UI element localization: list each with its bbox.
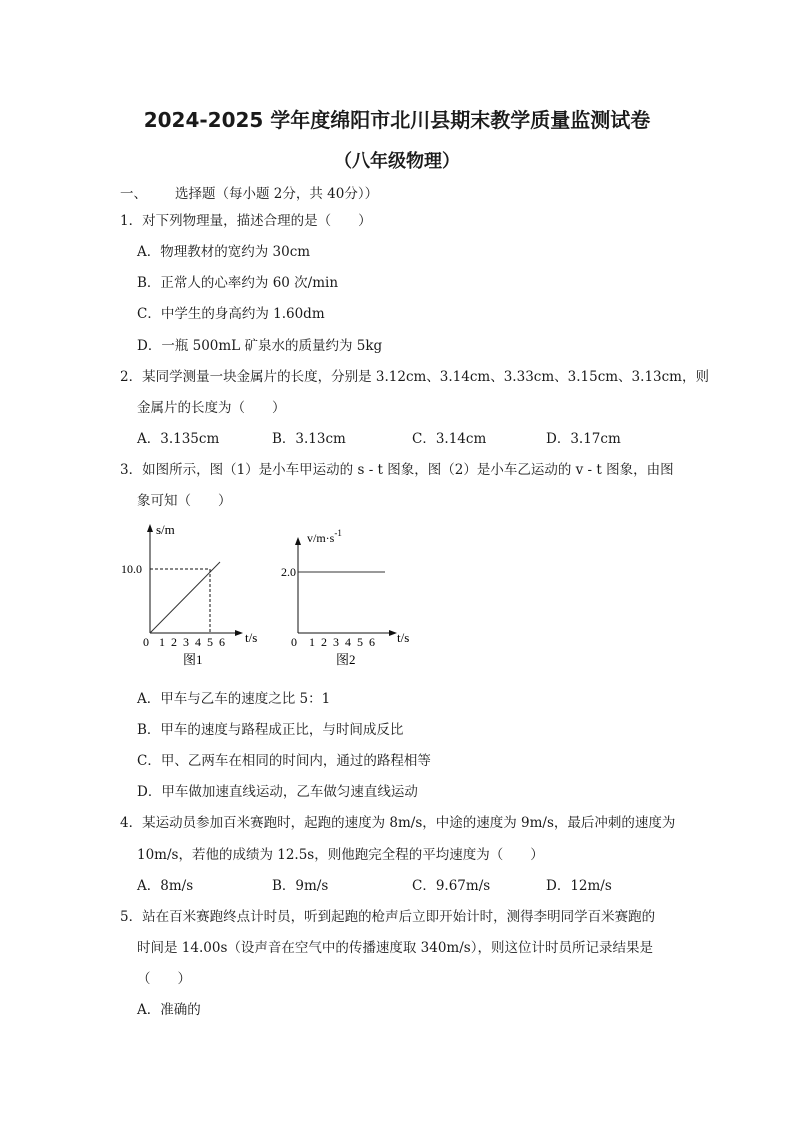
figure-1-y-arrow: [147, 524, 153, 532]
figure-1-st-graph: [121, 522, 257, 667]
figure-2-y-tick: 2.0: [281, 565, 296, 579]
figure-2-y-label: [307, 528, 342, 545]
question-1-option-a: A．物理教材的宽约为 30cm: [137, 244, 311, 260]
question-5-stem-line-1: 5．站在百米赛跑终点计时员，听到起跑的枪声后立即开始计时，测得李明同学百米赛跑的: [120, 909, 656, 925]
question-5-stem-line-2: 时间是 14.00s（设声音在空气中的传播速度取 340m/s），则这位计时员所记录结果是: [137, 940, 653, 956]
question-4-option-b: B．9m/s: [272, 878, 329, 894]
figure-1-x-arrow: [235, 630, 243, 636]
figure-1-caption: 图1: [183, 652, 203, 667]
question-3-stem-line-1: 3．如图所示，图（1）是小车甲运动的 s - t 图象，图（2）是小车乙运动的 v - t 图象，由图: [120, 462, 674, 478]
figure-1-x-tick-5: 5: [207, 635, 213, 649]
figure-1-x-tick-4: 4: [195, 635, 201, 649]
figure-2-x-label: t/s: [397, 630, 410, 645]
question-1-option-c: C．中学生的身高约为 1.60dm: [137, 306, 325, 322]
section-number: 一、: [120, 186, 147, 202]
question-3-option-d: D．甲车做加速直线运动，乙车做匀速直线运动: [137, 784, 418, 800]
question-1-stem: 1．对下列物理量，描述合理的是（ ）: [120, 213, 372, 229]
question-4-option-a: A．8m/s: [137, 878, 194, 894]
section-heading: [120, 182, 378, 202]
question-1-option-d: D．一瓶 500mL 矿泉水的质量约为 5kg: [137, 338, 383, 354]
figure-2-x-tick-6: 6: [369, 635, 375, 649]
question-4-stem-line-1: 4．某运动员参加百米赛跑时，起跑的速度为 8m/s，中途的速度为 9m/s，最后冲刺的速度为: [120, 815, 676, 831]
question-3-figures: [115, 518, 435, 678]
question-1-option-b: B．正常人的心率约为 60 次/min: [137, 275, 339, 291]
question-2-option-b: B．3.13cm: [272, 431, 346, 447]
figure-2-x-tick-5: 5: [357, 635, 363, 649]
question-4-option-d: D．12m/s: [546, 878, 612, 894]
question-3-option-c: C．甲、乙两车在相同的时间内，通过的路程相等: [137, 753, 431, 769]
figure-1-x-tick-6: 6: [219, 635, 225, 649]
figure-2-y-label-sup: -1: [334, 528, 342, 538]
question-2-option-a: A．3.135cm: [137, 431, 220, 447]
figure-2-caption: 图2: [336, 652, 356, 667]
figure-1-x-tick-3: 3: [183, 635, 189, 649]
figure-2-vt-graph: [281, 528, 409, 667]
figure-1-data-line: [150, 562, 220, 633]
figure-2-y-arrow: [295, 537, 301, 545]
exam-subtitle: （八年级物理）: [334, 151, 460, 172]
question-4-stem-line-2: 10m/s，若他的成绩为 12.5s，则他跑完全程的平均速度为（ ）: [137, 847, 544, 863]
question-2-option-c: C．3.14cm: [412, 431, 487, 447]
question-3-option-b: B．甲车的速度与路程成正比，与时间成反比: [137, 722, 404, 738]
question-5-stem-line-3: （ ）: [137, 971, 191, 987]
question-3-option-a: A．甲车与乙车的速度之比 5：1: [137, 691, 331, 707]
figure-2-x-tick-4: 4: [345, 635, 351, 649]
figure-2-y-label-main: v/m·s: [307, 531, 335, 545]
figure-2-x-tick-0: 0: [291, 635, 297, 649]
figure-1-x-label: t/s: [245, 630, 258, 645]
question-2-option-d: D．3.17cm: [546, 431, 621, 447]
question-2-stem-line-2: 金属片的长度为（ ）: [137, 400, 286, 416]
question-3-stem-line-2: 象可知（ ）: [137, 493, 232, 509]
figure-2-x-tick-2: 2: [321, 635, 327, 649]
question-4-option-c: C．9.67m/s: [412, 878, 491, 894]
figure-2-x-arrow: [389, 630, 397, 636]
exam-title: 2024-2025 学年度绵阳市北川县期末教学质量监测试卷: [143, 108, 651, 132]
figure-1-x-tick-2: 2: [171, 635, 177, 649]
figure-1-y-label: s/m: [156, 522, 175, 537]
figure-1-x-tick-0: 0: [143, 635, 149, 649]
question-2-stem-line-1: 2．某同学测量一块金属片的长度，分别是 3.12cm、3.14cm、3.33cm、3.15cm、3.13cm，则: [120, 369, 709, 385]
figure-2-x-tick-3: 3: [333, 635, 339, 649]
figure-1-y-tick: 10.0: [121, 562, 142, 576]
figure-1-x-tick-1: 1: [159, 635, 165, 649]
figure-2-x-tick-1: 1: [309, 635, 315, 649]
section-label: 选择题（每小题 2分，共 40分））: [175, 186, 379, 202]
question-5-option-a: A．准确的: [137, 1002, 201, 1018]
